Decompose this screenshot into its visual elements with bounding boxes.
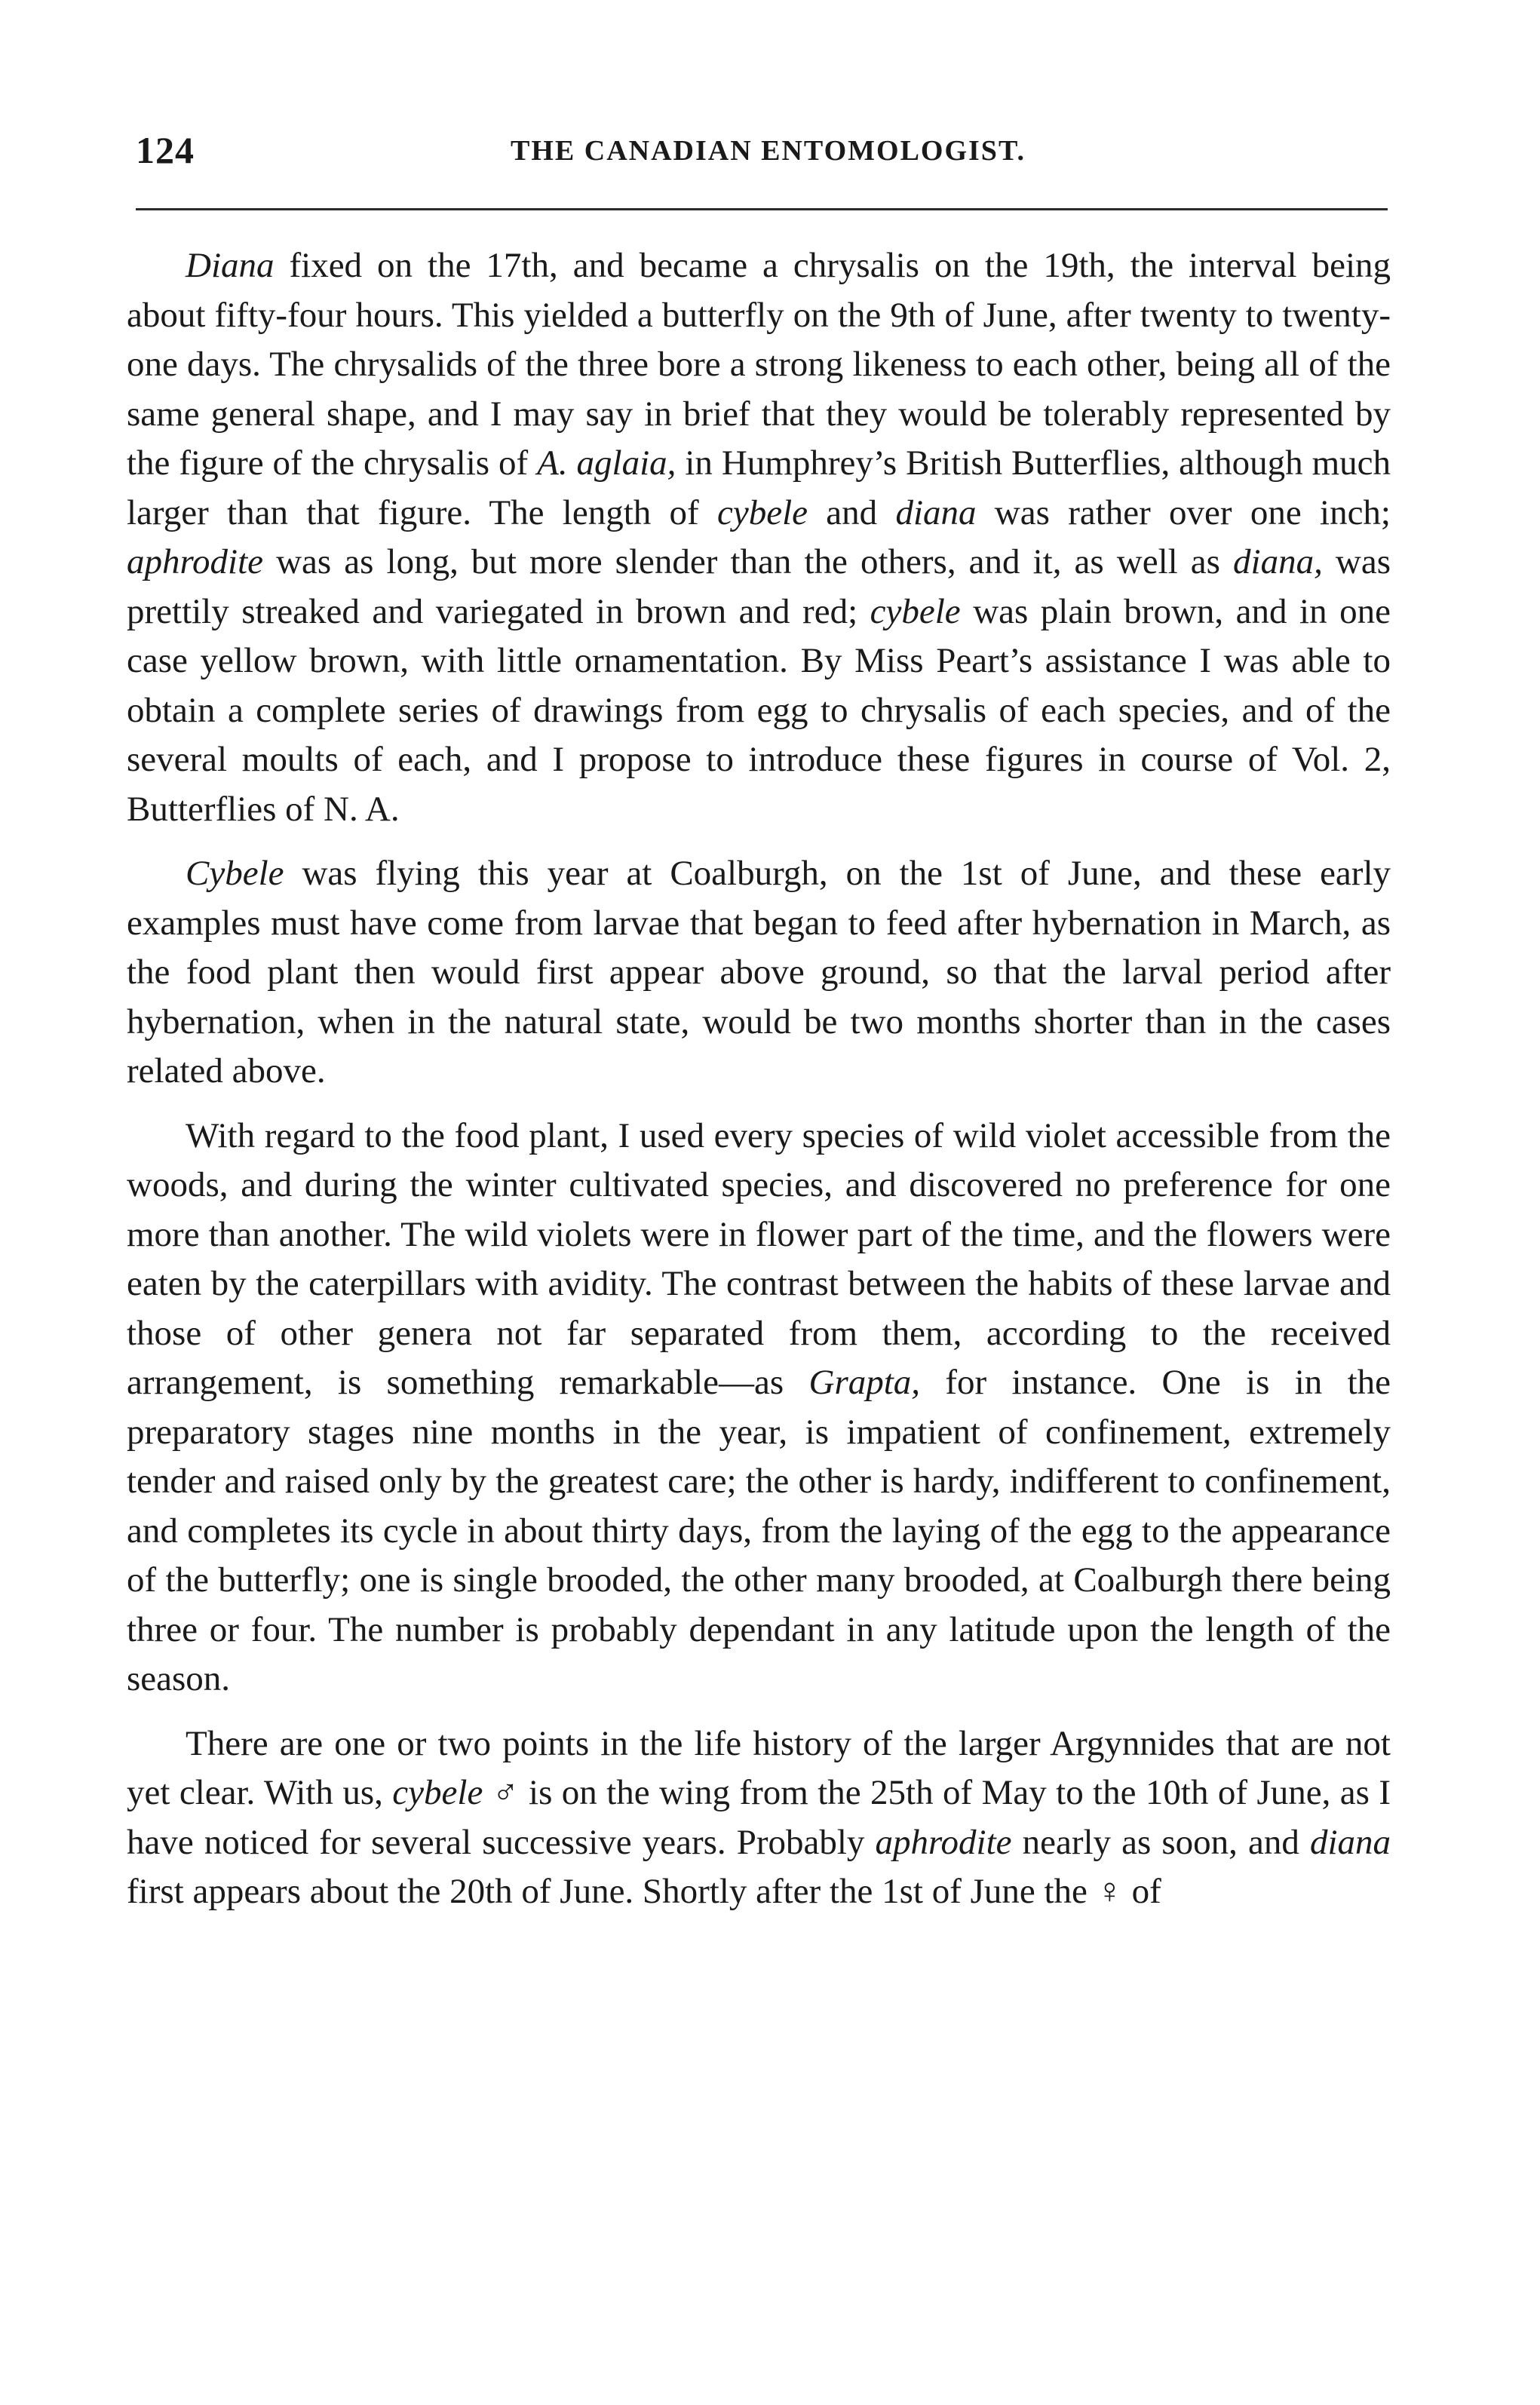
italic-text-run: aphrodite — [127, 542, 264, 581]
italic-text-run: diana — [895, 492, 977, 532]
paragraph — [127, 241, 1391, 834]
text-run: fixed on the 17th, and became a chrysalis on the 19th, the interval being about fifty-four hours. This yielded a butterfly on the 9th of June, after twenty to twenty-one days. The chrysalids of the three bore a strong likeness to each other, being all of the same general shape, and I may say in brief that they would be tolerably represented by the figure of the chrysalis of — [127, 246, 1391, 483]
text-run: and — [808, 492, 896, 532]
italic-text-run: cybele — [870, 591, 961, 631]
text-run: With regard to the food plant, I used every species of wild violet accessible from the woods, and during the winter cultivated species, and discovered no preference for one more than another. The wild violets were in flower part of the time, and the flowers were eaten by the caterpillars with avidity. The contrast between the habits of these larvae and those of other genera not far separated from them, according to the received arrangement, is something remarkable—as — [127, 1115, 1391, 1402]
italic-text-run: diana — [1309, 1822, 1391, 1862]
running-title: THE CANADIAN ENTOMOLOGIST. — [511, 135, 1026, 167]
text-run: ♂ is on the wing from the 25th of May to the 10th of June, as I have noticed for several successive years. Probably — [127, 1773, 1391, 1862]
text-run: was plain brown, and in one case yellow brown, with little ornamentation. By Miss Peart’s assistance I was able to obtain a complete series of drawings from egg to chrysalis of each species, and of the several moults of each, and I propose to introduce these figures in course of Vol. 2, Butterflies of N. A. — [127, 591, 1391, 829]
page-header — [130, 121, 1388, 181]
body-text — [127, 241, 1391, 1917]
text-run: in Humphrey’s British Butterflies, although much larger than that figure. The length of — [127, 443, 1391, 532]
text-run: There are one or two points in the life history of the larger Argynnides that are not yet clear. With us, — [127, 1723, 1391, 1812]
italic-text-run: Cybele — [186, 854, 284, 893]
italic-text-run: cybele — [392, 1773, 483, 1812]
paragraph — [127, 1719, 1391, 1917]
text-run: nearly as soon, and — [1011, 1822, 1310, 1862]
italic-text-run: A. aglaia, — [537, 443, 676, 483]
text-run: was rather over one inch; — [976, 492, 1391, 532]
page-number: 124 — [136, 129, 195, 171]
text-run: was prettily streaked and variegated in brown and red; — [127, 542, 1391, 631]
text-run: was as long, but more slender than the others, and it, as well as — [263, 542, 1234, 581]
paragraph — [127, 849, 1391, 1097]
text-run: for instance. One is in the preparatory stages nine months in the year, is impatient of confinement, extremely tender and raised only by the greatest care; the other is hardy, indifferent to confinement, and completes its cycle in about thirty days, from the laying of the egg to the appearance of the butterfly; one is single brooded, the other many brooded, at Coalburgh there being three or four. The number is probably dependant in any latitude upon the length of the season. — [127, 1363, 1391, 1698]
italic-text-run: cybele — [716, 492, 808, 532]
italic-text-run: aphrodite — [875, 1822, 1012, 1862]
text-run: was flying this year at Coalburgh, on the 1st of June, and these early examples must have come from larvae that began to feed after hybernation in March, as the food plant then would first appear above ground, so that the larval period after hybernation, when in the natural state, would be two months shorter than in the cases related above. — [127, 854, 1391, 1091]
header-rule — [136, 208, 1388, 210]
paragraph — [127, 1112, 1391, 1704]
italic-text-run: Grapta, — [808, 1363, 921, 1402]
text-run: first appears about the 20th of June. Shortly after the 1st of June the ♀ of — [127, 1872, 1161, 1911]
italic-text-run: Diana — [186, 246, 275, 285]
italic-text-run: diana, — [1233, 542, 1323, 581]
